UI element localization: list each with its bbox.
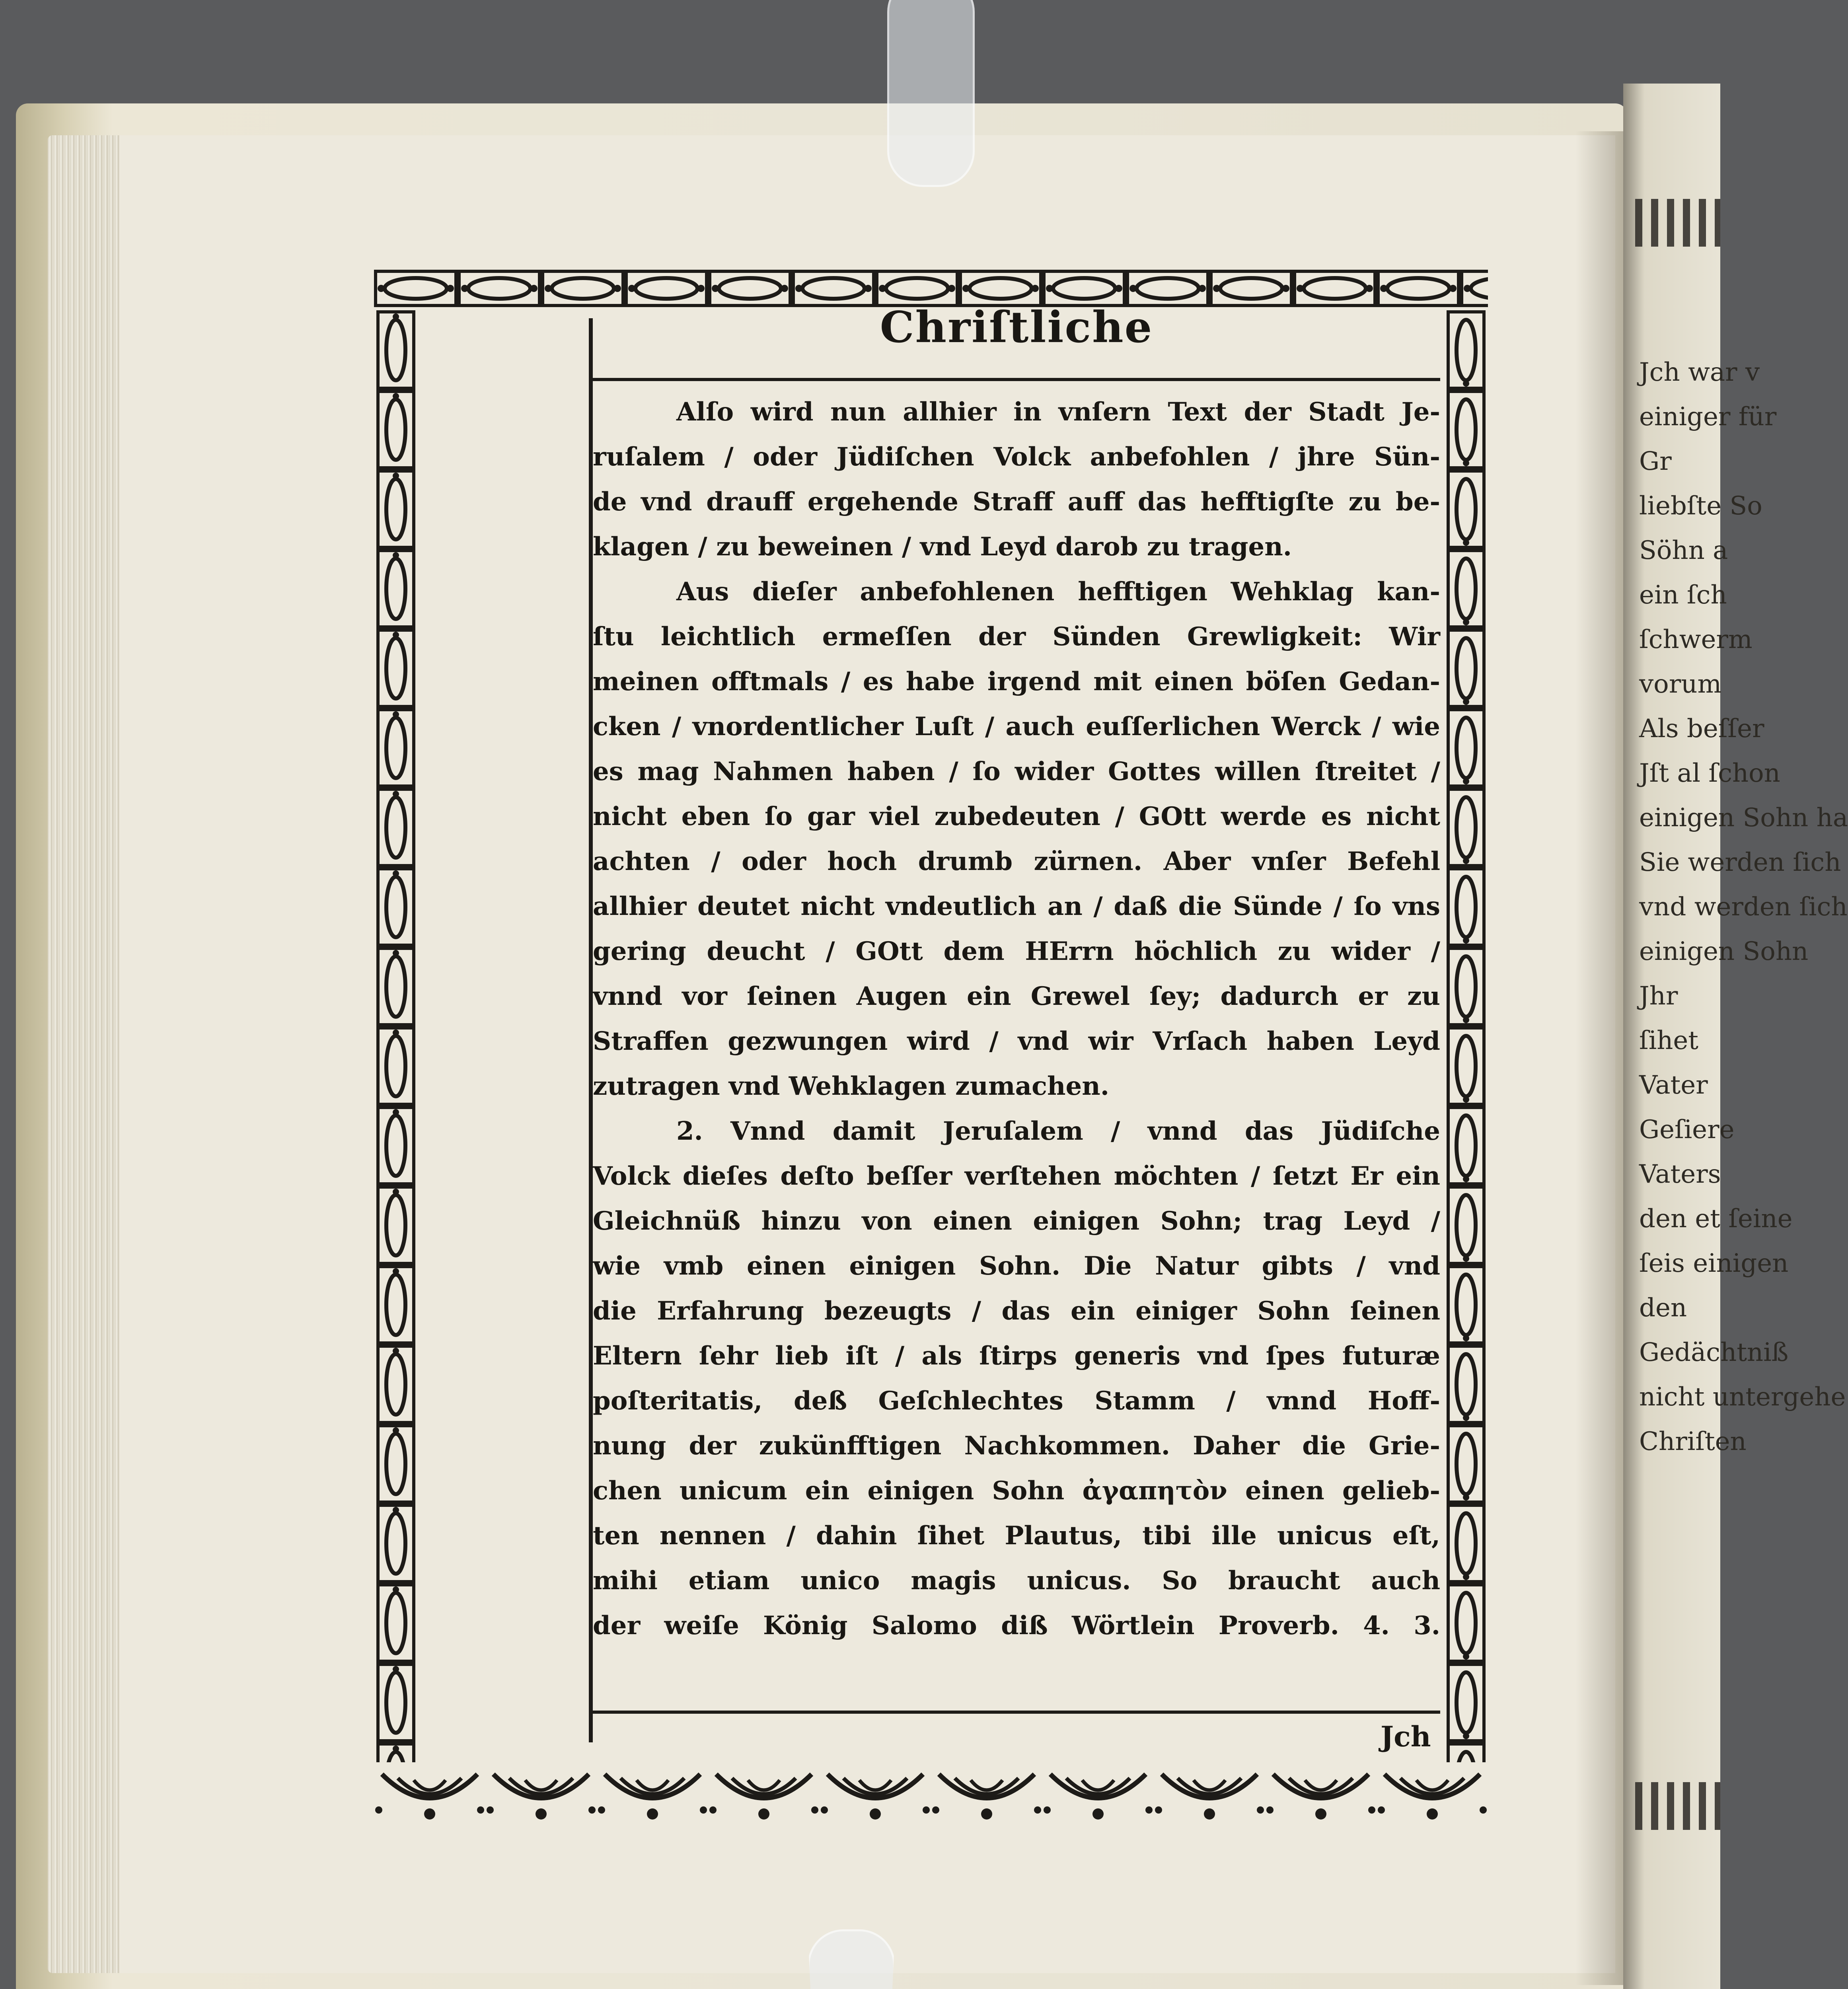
- facing-page-line: den: [1639, 1293, 1687, 1323]
- text-line: die Erfahrung bezeugts / das ein einiger Sohn ſeinen: [593, 1296, 1440, 1326]
- text-line: mihi etiam unico magis unicus. So braucht auch: [593, 1566, 1440, 1596]
- text-line: ſtu leichtlich ermeſſen der Sünden Grewligkeit: Wir: [593, 622, 1440, 652]
- bottom-ornament-border: [374, 1762, 1488, 1826]
- facing-page-line: ein ſch: [1639, 580, 1727, 610]
- text-line: 2. Vnnd damit Jeruſalem / vnnd das Jüdiſche: [676, 1116, 1440, 1146]
- text-line: der weiſe König Salomo diß Wörtlein Proverb. 4. 3.: [593, 1611, 1440, 1641]
- facing-page-line: vorum: [1639, 669, 1722, 699]
- text-line: cken / vnordentlicher Luſt / auch euſſerlichen Werck / wie: [593, 712, 1440, 741]
- facing-page-line: nicht untergehe: [1639, 1382, 1846, 1412]
- facing-page-line: vnd werden ſich: [1639, 892, 1848, 922]
- text-line: Aus dieſer anbefohlenen hefftigen Wehklag kan-: [676, 577, 1440, 607]
- facing-page-text: [1639, 350, 1848, 1464]
- facing-page-line: Geſiere: [1639, 1115, 1735, 1144]
- facing-page-line: Jhr: [1639, 981, 1678, 1011]
- facing-page-line: einigen Sohn ha: [1639, 803, 1848, 833]
- bottom-rule: [593, 1711, 1440, 1714]
- text-line: nung der zukünfftigen Nachkommen. Daher die Grie-: [593, 1431, 1440, 1461]
- text-line: Straffen gezwungen wird / vnd wir Vrſach haben Leyd: [593, 1026, 1440, 1056]
- text-line: gering deucht / GOtt dem HErrn höchlich zu wider /: [593, 936, 1440, 966]
- facing-page-line: ſihet: [1639, 1026, 1698, 1055]
- facing-page-line: Als beſſer: [1639, 714, 1764, 743]
- text-line: zutragen vnd Wehklagen zumachen.: [593, 1071, 1110, 1101]
- facing-page-line: ſchwerm: [1639, 625, 1753, 654]
- text-line: wie vmb einen einigen Sohn. Die Natur gibts / vnd: [593, 1251, 1440, 1281]
- page-clip-bottom: [808, 1929, 895, 1989]
- text-line: ten nennen / dahin ſihet Plautus, tibi ille unicus eſt,: [593, 1521, 1440, 1551]
- facing-page-line: einiger für: [1639, 402, 1777, 432]
- text-block: [593, 294, 1440, 1766]
- text-line: allhier deutet nicht vndeutlich an / daß die Sünde / ſo vns: [593, 891, 1440, 921]
- facing-page-line: Gedächtniß: [1639, 1338, 1789, 1367]
- text-line: poſteritatis, deß Geſchlechtes Stamm / vnnd Hoff-: [593, 1386, 1440, 1416]
- text-line: Alſo wird nun allhier in vnſern Text der Stadt Je-: [676, 397, 1440, 427]
- text-line: Volck dieſes deſto beſſer verſtehen möchten / ſetzt Er ein: [593, 1161, 1440, 1191]
- text-line: es mag Nahmen haben / ſo wider Gottes willen ſtreitet /: [593, 757, 1440, 786]
- text-line: chen unicum ein einigen Sohn ἀγαπητὸν einen gelieb-: [593, 1476, 1440, 1506]
- text-line: ruſalem / oder Jüdiſchen Volck anbefohlen / jhre Sün-: [593, 442, 1440, 472]
- text-line: Eltern ſehr lieb iſt / als ſtirps generis vnd ſpes futuræ: [593, 1341, 1440, 1371]
- facing-page-ornament: [1635, 199, 1720, 247]
- text-line: klagen / zu beweinen / vnd Leyd darob zu tragen.: [593, 532, 1292, 562]
- facing-page-line: einigen Sohn: [1639, 937, 1809, 966]
- facing-page-line: Vater: [1639, 1070, 1708, 1100]
- right-ornament-border: [1444, 310, 1488, 1762]
- facing-page-line: Gr: [1639, 447, 1672, 476]
- text-line: nicht eben ſo gar viel zubedeuten / GOtt werde es nicht: [593, 802, 1440, 831]
- facing-page-ornament-bottom: [1635, 1782, 1720, 1830]
- text-line: Gleichnüß hinzu von einen einigen Sohn; trag Leyd /: [593, 1206, 1440, 1236]
- facing-page-line: Söhn a: [1639, 536, 1728, 565]
- facing-page-line: ſeis einigen: [1639, 1249, 1789, 1278]
- text-line: achten / oder hoch drumb zürnen. Aber vnſer Befehl: [593, 847, 1440, 876]
- facing-page-line: Jch war v: [1639, 358, 1760, 387]
- facing-page-line: Jſt al ſchon: [1639, 759, 1780, 788]
- gutter-shadow: [1575, 131, 1623, 1985]
- text-line: vnnd vor ſeinen Augen ein Grewel ſey; dadurch er zu: [593, 981, 1440, 1011]
- left-ornament-border: [374, 310, 418, 1762]
- text-line: de vnd drauff ergehende Straff auff das hefftigſte zu be-: [593, 487, 1440, 517]
- facing-page-line: Vaters: [1639, 1160, 1721, 1189]
- margin-rule: [589, 318, 593, 1742]
- facing-page-line: liebſte So: [1639, 491, 1762, 521]
- head-rule: [593, 378, 1440, 381]
- facing-page-line: den et ſeine: [1639, 1204, 1793, 1234]
- text-line: meinen offtmals / es habe irgend mit einen böſen Gedan-: [593, 667, 1440, 697]
- running-head: Chriſtliche: [880, 302, 1153, 352]
- facing-page-line: Chriſten: [1639, 1427, 1747, 1456]
- catchword: Jch: [1381, 1720, 1431, 1753]
- page-clip-top: [887, 0, 975, 187]
- facing-page-line: Sie werden ſich: [1639, 848, 1841, 877]
